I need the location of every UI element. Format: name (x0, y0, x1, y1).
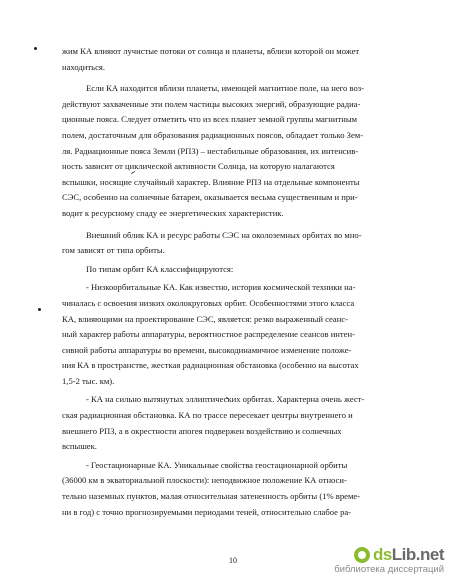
text-line: вспышки, носящие случайный характер. Влияние РПЗ на отдельные компоненты (62, 176, 360, 187)
text-line: действуют захваченные эти полем частицы высоких энергий, образующие радиа- (62, 98, 361, 109)
text-line: внешнего РПЗ, а в окрестности апогея подвержен воздействию и солнечных (62, 425, 342, 436)
text-line: гом зависят от типа орбиты. (62, 245, 165, 256)
text-line: Внешний облик КА и ресурс работы СЭС на околоземных орбитах во мно- (86, 229, 362, 240)
dslib-watermark[interactable] (334, 546, 444, 575)
body-text (62, 44, 424, 520)
dslib-tagline: библиотека диссертаций (334, 564, 444, 575)
text-line: сивной работы аппаратуры во времени, высокодинамичное изменение положе- (62, 344, 352, 355)
text-line: Если КА находится вблизи планеты, имеющей магнитное поле, на него воз- (86, 83, 364, 94)
text-line: ный характер работы аппаратуры, вероятностное распределение сеансов интен- (62, 329, 355, 340)
text-line: - Низкоорбитальные КА. Как известно, история космической техники на- (86, 282, 356, 293)
text-line: жим КА влияют лучистые потоки от солнца и планеты, вблизи которой он может (62, 46, 360, 56)
text-line: ния КА в пространстве, жесткая радиационная обстановка (особенно на высотах (62, 360, 359, 371)
text-line: полем, достаточным для образования радиационных поясов, обладает только Зем- (62, 129, 364, 140)
dslib-logo-icon (354, 547, 370, 563)
text-line: ская радиационная обстановка. КА по трассе пересекает центры внутреннего и (62, 410, 353, 421)
text-line: - КА на сильно вытянутых эллиптических орбитах. Характерна очень жест- (86, 394, 365, 405)
text-line: чиналась с освоения низких околокруговых орбит. Особенностями этого класса (62, 297, 355, 308)
text-line: КА, влияющими на проектирование СЭС, является: резко выраженный сеанс- (62, 313, 349, 324)
margin-dot (38, 308, 41, 311)
text-line: находиться. (62, 61, 105, 72)
dslib-logo: dsLib.net (372, 545, 444, 564)
text-line: водит к ресурсному спаду ее энергетических характеристик. (62, 207, 284, 218)
text-line: - Геостационарные КА. Уникальные свойства геостационарной орбиты (86, 459, 348, 470)
text-line: (36000 км в экваториальной плоскости): неподвижное положение КА относи- (62, 475, 347, 486)
text-line: По типам орбит КА классифицируются: (86, 263, 234, 274)
page-number: 10 (229, 556, 237, 565)
text-line: тельно наземных пунктов, малая относительная затененность орбиты (1% време- (62, 491, 361, 502)
text-line: ни в год) с точно прогнозируемыми периодами теней, относительно слабое ра- (62, 506, 352, 517)
margin-dot (34, 47, 37, 50)
text-line: СЭС, особенно на солнечные батареи, оказывается весьма существенным и при- (62, 192, 358, 203)
text-line: вспышек. (62, 441, 97, 452)
text-line: ля. Радиационные пояса Земли (РПЗ) – нестабильные образования, их интенсив- (62, 145, 359, 156)
text-line: ционные пояса. Следует отметить что из всех планет земной группы магнитным (62, 114, 358, 125)
text-line: 1,5-2 тыс. км). (62, 375, 115, 386)
text-line: ность зависит от циклической активности Солнца, на которую налагаются (62, 161, 335, 172)
